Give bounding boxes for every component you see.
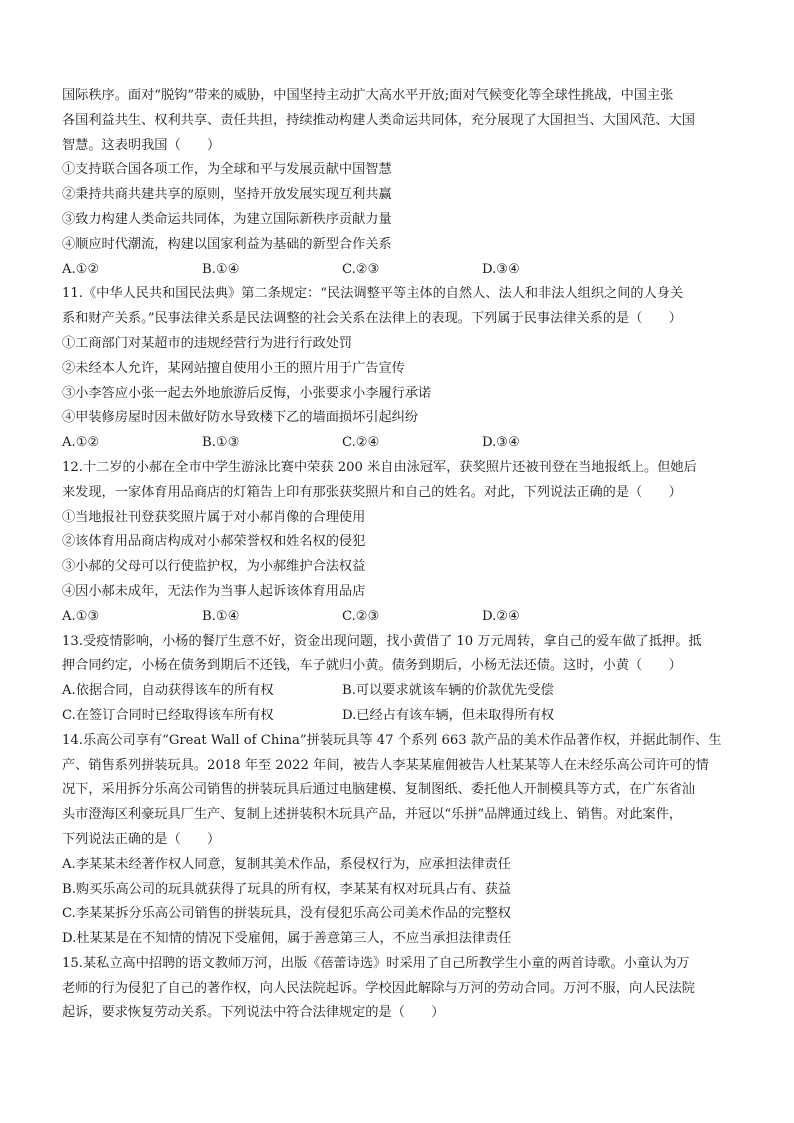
answer-choices: [62, 431, 742, 456]
choice-b: B.①④: [202, 608, 240, 624]
stem-line: 14.乐高公司享有“Great Wall of China”拼装玩具等 47 个系列 663 款产品的美术作品著作权，并据此制作、生: [62, 732, 722, 748]
stem-line: 系和财产关系。”民事法律关系是民法调整的社会关系在法律上的表现。下列属于民事法律关系的是（ ）: [62, 311, 682, 327]
statement-option: ④顺应时代潮流，构建以国家利益为基础的新型合作关系: [62, 236, 392, 252]
stem-line: 11.《中华人民共和国民法典》第二条规定：“民法调整平等主体的自然人、法人和非法人组织之间的人身关: [62, 286, 684, 302]
stem-line: 国际秩序。面对“脱钩”带来的威胁，中国坚持主动扩大高水平开放;面对气候变化等全球性挑战，中国主张: [62, 88, 674, 103]
choice-c: C.李某某拆分乐高公司销售的拼装玩具，没有侵犯乐高公司美术作品的完整权: [62, 906, 511, 922]
choice-c: C.②③: [342, 608, 380, 624]
question-11: [62, 282, 742, 456]
statement-option: ②未经本人允许，某网站擅自使用小王的照片用于广告宣传: [62, 360, 405, 376]
stem-line: 15.某私立高中招聘的语文教师万河，出版《蓓蕾诗选》时采用了自己所教学生小童的两首诗歌。小童认为万: [62, 955, 690, 971]
choice-a: A.依据合同，自动获得该车的所有权: [62, 683, 274, 699]
choice-c: C.在签订合同时已经取得该车所有权: [62, 707, 274, 723]
stem-line: 头市澄海区利豪玩具厂生产、复制上述拼装积木玩具产品，并冠以“乐拼”品牌通过线上、销售。对此案件，: [62, 807, 683, 823]
choice-b: B.可以要求就该车辆的价款优先受偿: [342, 683, 554, 699]
statement-option: ①工商部门对某超市的违规经营行为进行行政处罚: [62, 335, 353, 351]
question-13: [62, 630, 742, 729]
statement-option: ④因小郝未成年，无法作为当事人起诉该体育用品店: [62, 583, 366, 599]
stem-line: 老师的行为侵犯了自己的著作权，向人民法院起诉。学校因此解除与万河的劳动合同。万河不服，向人民法院: [62, 980, 695, 996]
answer-choices: [62, 258, 742, 283]
statement-option: ③小李答应小张一起去外地旅游后反悔，小张要求小李履行承诺: [62, 385, 432, 401]
stem-line: 13.受疫情影响，小杨的餐厅生意不好，资金出现问题，找小黄借了 10 万元周转，拿自己的爱车做了抵押。抵: [62, 633, 702, 649]
choice-d: D.杜某某是在不知情的情况下受雇佣，属于善意第三人，不应当承担法律责任: [62, 931, 512, 947]
choice-a: A.①②: [62, 435, 100, 451]
choice-b: B.①④: [202, 261, 240, 277]
statement-option: ②该体育用品商店构成对小郝荣誉权和姓名权的侵犯: [62, 534, 366, 550]
stem-line: 来发现，一家体育用品商店的灯箱告上印有那张获奖照片和自己的姓名。对此，下列说法正确的是（ ）: [62, 484, 682, 500]
stem-line: 各国利益共生、权利共享、责任共担，持续推动构建人类命运共同体，充分展现了大国担当、大国风范、大国: [62, 112, 695, 128]
statement-option: ②秉持共商共建共享的原则，坚持开放发展实现互利共赢: [62, 187, 392, 203]
choice-b: B.购买乐高公司的玩具就获得了玩具的所有权，李某某有权对玩具占有、获益: [62, 881, 512, 897]
question-14: [62, 729, 742, 952]
choice-d: D.已经占有该车辆，但未取得所有权: [342, 707, 555, 723]
question-15: [62, 952, 742, 1026]
statement-option: ③小郝的父母可以行使监护权，为小郝维护合法权益: [62, 559, 366, 575]
statement-option: ①支持联合国各项工作，为全球和平与发展贡献中国智慧: [62, 162, 392, 178]
choice-c: C.②④: [342, 435, 380, 451]
stem-line: 起诉，要求恢复劳动关系。下列说法中符合法律规定的是（ ）: [62, 1005, 445, 1021]
stem-line: 押合同约定，小杨在债务到期后不还钱，车子就归小黄。债务到期后，小杨无法还债。这时，小黄（ ）: [62, 658, 682, 674]
question-12: [62, 456, 742, 630]
choice-d: D.③④: [482, 261, 520, 277]
choice-a: A.李某某未经著作权人同意，复制其美术作品，系侵权行为，应承担法律责任: [62, 856, 511, 872]
answer-choices: [62, 679, 742, 704]
stem-line: 智慧。这表明我国（ ）: [62, 137, 221, 153]
question-10-continued: [62, 84, 742, 282]
choice-d: D.②④: [482, 608, 520, 624]
answer-choices: [62, 704, 742, 729]
statement-option: ③致力构建人类命运共同体，为建立国际新秩序贡献力量: [62, 211, 392, 227]
statement-option: ①当地报社刊登获奖照片属于对小郝肖像的合理使用: [62, 509, 366, 525]
choice-a: A.①②: [62, 261, 100, 277]
stem-line: 12.十二岁的小郝在全市中学生游泳比赛中荣获 200 米自由泳冠军，获奖照片还被刊登在当地报纸上。但她后: [62, 459, 697, 475]
exam-page: [62, 84, 742, 1026]
stem-line: 况下，采用拆分乐高公司销售的拼装玩具后通过电脑建模、复制图纸、委托他人开制模具等方式，在广东省汕: [62, 782, 695, 798]
answer-choices: [62, 605, 742, 630]
stem-line: 产、销售系列拼装玩具。2018 年至 2022 年间，被告人李某某雇佣被告人杜某某等人在未经乐高公司许可的情: [62, 757, 709, 773]
stem-line: 下列说法正确的是（ ）: [62, 831, 221, 847]
choice-a: A.①③: [62, 608, 100, 624]
statement-option: ④甲装修房屋时因未做好防水导致楼下乙的墙面损坏引起纠纷: [62, 410, 419, 426]
choice-b: B.①③: [202, 435, 240, 451]
choice-c: C.②③: [342, 261, 380, 277]
choice-d: D.③④: [482, 435, 520, 451]
